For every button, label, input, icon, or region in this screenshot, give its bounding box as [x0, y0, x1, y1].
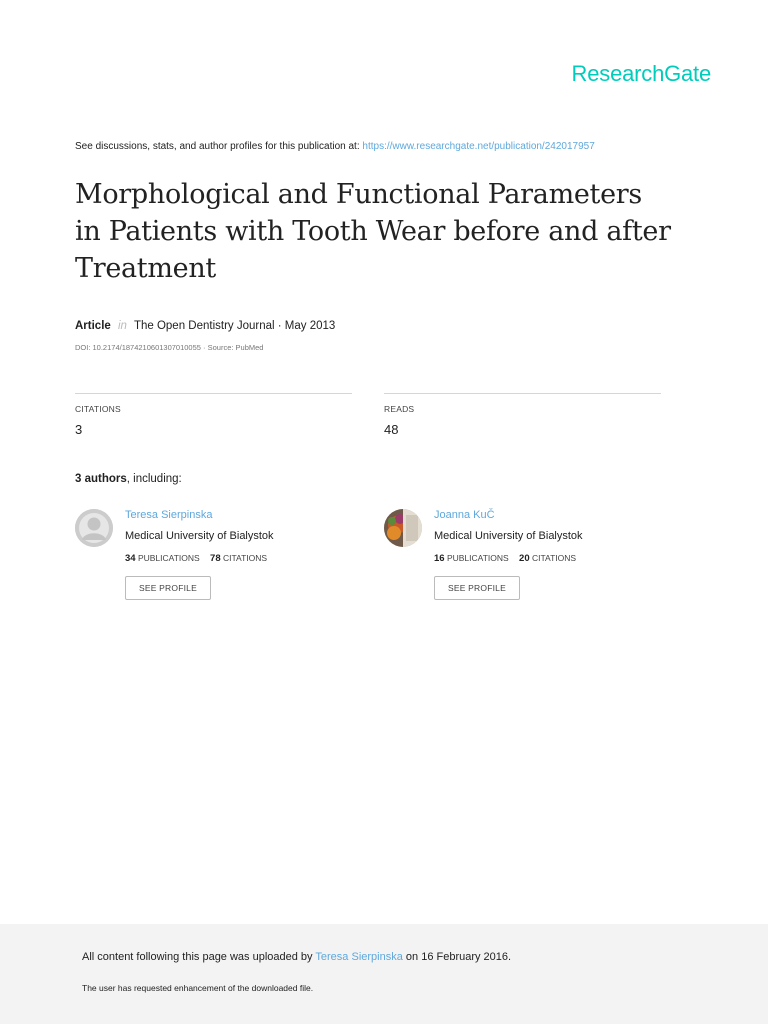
discussion-line: [75, 141, 595, 152]
author-name-link[interactable]: Joanna KuČ: [434, 509, 495, 521]
doi-source: DOI: 10.2174/1874210601307010055 · Source: PubMed: [75, 343, 264, 352]
author-stats: [125, 553, 375, 564]
see-profile-button[interactable]: SEE PROFILE: [434, 576, 520, 600]
author-institution: Medical University of Bialystok: [434, 530, 583, 542]
author-citations-label: CITATIONS: [223, 553, 268, 563]
authors-count: 3 authors: [75, 473, 127, 485]
author-info: [125, 508, 375, 600]
upload-info: [82, 951, 511, 963]
author-institution: Medical University of Bialystok: [125, 530, 274, 542]
publications-count: 34: [125, 553, 136, 564]
in-separator: in: [118, 320, 127, 332]
publication-title: Morphological and Functional Parameters in Patients with Tooth Wear before and after Treatment: [75, 179, 671, 284]
citations-label: CITATIONS: [75, 404, 121, 414]
author-name-link[interactable]: Teresa Sierpinska: [125, 509, 213, 521]
author-stats: [434, 553, 684, 564]
discussion-prefix: See discussions, stats, and author profiles for this publication at:: [75, 141, 360, 152]
uploader-link[interactable]: Teresa Sierpinska: [315, 951, 403, 963]
author-citations-count: 78: [210, 553, 221, 564]
journal-date[interactable]: The Open Dentistry Journal · May 2013: [133, 320, 336, 332]
author-info: [434, 508, 684, 600]
citations-stat: [75, 393, 352, 437]
download-note: The user has requested enhancement of the downloaded file.: [82, 983, 314, 993]
see-profile-button[interactable]: SEE PROFILE: [125, 576, 211, 600]
citations-value: 3: [75, 422, 83, 437]
default-person-icon[interactable]: [75, 509, 113, 547]
researchgate-logo[interactable]: ResearchGate: [571, 61, 711, 86]
publications-label: PUBLICATIONS: [446, 553, 509, 563]
author-citations-count: 20: [519, 553, 530, 564]
publication-meta: [75, 320, 335, 332]
authors-heading: [75, 473, 182, 485]
reads-label: READS: [384, 404, 415, 414]
publication-url-link[interactable]: https://www.researchgate.net/publication/242017957: [362, 141, 595, 152]
publication-type: Article: [75, 320, 111, 332]
footer: [0, 924, 768, 1024]
profile-photo[interactable]: [384, 509, 422, 547]
upload-prefix: All content following this page was uploaded by: [82, 951, 313, 963]
publications-count: 16: [434, 553, 445, 564]
authors-suffix: , including:: [126, 473, 182, 485]
publications-label: PUBLICATIONS: [137, 553, 200, 563]
reads-stat: [384, 393, 661, 437]
reads-value: 48: [384, 422, 399, 437]
author-citations-label: CITATIONS: [532, 553, 577, 563]
upload-suffix: on 16 February 2016.: [405, 951, 512, 963]
